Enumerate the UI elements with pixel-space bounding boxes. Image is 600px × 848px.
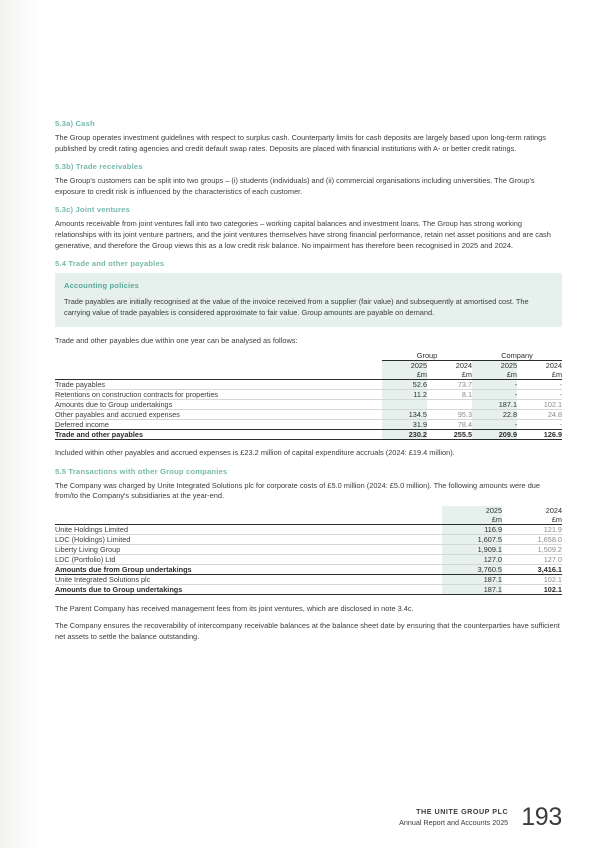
subtotal-label: Amounts due to Group undertakings	[55, 584, 442, 594]
row-label: Unite Integrated Solutions plc	[55, 574, 442, 584]
spacer-cell	[55, 360, 382, 370]
table-row	[55, 399, 562, 409]
row-value-company-2025: 22.8	[472, 409, 517, 419]
row-label: Trade payables	[55, 379, 382, 389]
table-group-companies-body	[55, 524, 562, 594]
row-value-2025: 127.0	[442, 554, 502, 564]
table-total-row	[55, 429, 562, 439]
row-value-2024: 1,658.0	[502, 534, 562, 544]
row-label: LDC (Holdings) Limited	[55, 534, 442, 544]
col-year-2024: 2024	[545, 505, 562, 515]
paragraph-5-5: The Company was charged by Unite Integrated Solutions plc for corporate costs of £5.0 million (2024: £5.0 million). The following amounts were due from/to the Company's subsidiaries at the year-end.	[55, 480, 541, 501]
page-content	[55, 118, 562, 650]
table-group-companies-year-row	[55, 506, 562, 515]
total-value-group-2024: 255.5	[427, 429, 472, 439]
table-row	[55, 409, 562, 419]
col-year-2025: 2025	[442, 506, 502, 515]
row-value-company-2024: 102.1	[517, 399, 562, 409]
row-label: Retentions on construction contracts for properties	[55, 389, 382, 399]
row-value-company-2024: -	[517, 389, 562, 399]
row-value-group-2025	[382, 399, 427, 409]
footer-text-block	[399, 807, 508, 828]
spacer-cell	[55, 506, 442, 515]
row-value-group-2024: 8.1	[427, 389, 472, 399]
row-label: Amounts due to Group undertakings	[55, 399, 382, 409]
row-value-group-2025: 52.6	[382, 379, 427, 389]
total-value-group-2025: 230.2	[382, 429, 427, 439]
accounting-policies-text: Trade payables are initially recognised at the value of the invoice received from a supplier (fair value) and subsequently at amortised cost. The carrying value of trade payables is considered approximate to fair value. Group amounts are payable on demand.	[64, 297, 529, 317]
page-footer	[399, 805, 562, 830]
row-value-2024: 127.0	[502, 554, 562, 564]
table-payables-year-row	[55, 360, 562, 370]
table-row	[55, 389, 562, 399]
table-row	[55, 419, 562, 429]
heading-5-3c: 5.3c) Joint ventures	[55, 205, 130, 215]
col-unit-group-2025: £m	[382, 370, 427, 380]
total-value-company-2024: 126.9	[517, 429, 562, 439]
table-row	[55, 524, 562, 534]
subtotal-value-2025: 187.1	[442, 584, 502, 594]
table-group-companies-wrapper	[55, 506, 562, 595]
footer-report-title: Annual Report and Accounts 2025	[399, 817, 509, 827]
paragraph-5-4-intro: Trade and other payables due within one year can be analysed as follows:	[55, 336, 298, 346]
paragraph-5-3a: The Group operates investment guidelines with respect to surplus cash. Counterparty limits for cash deposits are largely based upon long-term ratings published by credit rating agencies and credit default swap rates. Deposits are placed with financial institutions with A- or better credit ratings.	[55, 133, 546, 153]
row-value-group-2025: 31.9	[382, 419, 427, 429]
table-subtotal-row-due-to	[55, 584, 562, 594]
table-row	[55, 554, 562, 564]
row-value-company-2025: -	[472, 419, 517, 429]
page-number: 193	[521, 803, 562, 831]
row-value-2025: 187.1	[442, 574, 502, 584]
col-unit-company-2025: £m	[472, 370, 517, 380]
row-value-2024: 102.1	[502, 574, 562, 584]
row-value-2024: 1,509.2	[502, 544, 562, 554]
row-value-2025: 1,607.5	[442, 534, 502, 544]
table-subtotal-row-due-from	[55, 564, 562, 574]
subtotal-value-2025: 3,760.5	[442, 564, 502, 574]
heading-5-3a: 5.3a) Cash	[55, 119, 95, 128]
col-year-company-2025: 2025	[472, 360, 517, 370]
table-group-company-balances	[55, 506, 562, 595]
table-payables-wrapper	[55, 351, 562, 440]
table-group-companies-head	[55, 506, 562, 525]
row-value-2025: 116.9	[442, 524, 502, 534]
table-payables-body	[55, 379, 562, 439]
total-value-company-2025: 209.9	[472, 429, 517, 439]
heading-5-4: 5.4 Trade and other payables	[55, 259, 165, 269]
col-unit-group-2024: £m	[427, 370, 472, 380]
table-payables-head	[55, 351, 562, 380]
table-payables-unit-row	[55, 370, 562, 380]
row-value-company-2024: -	[559, 419, 563, 429]
row-value-company-2025: -	[472, 379, 517, 389]
row-value-company-2025: -	[472, 389, 517, 399]
row-label: Liberty Living Group	[55, 544, 442, 554]
col-unit-2025: £m	[442, 515, 502, 525]
row-value-group-2024: 73.7	[427, 379, 472, 389]
total-label: Trade and other payables	[55, 429, 382, 439]
row-value-company-2025: 187.1	[472, 399, 517, 409]
table-row	[55, 379, 562, 389]
subtotal-value-2024: 3,416.1	[502, 564, 562, 574]
row-label: Unite Holdings Limited	[55, 524, 442, 534]
page-spine-shadow	[0, 0, 46, 848]
row-value-group-2024: 78.4	[457, 419, 473, 429]
spacer-cell	[55, 351, 382, 361]
row-value-company-2024: 24.8	[517, 409, 562, 419]
subtotal-value-2024: 102.1	[502, 584, 562, 594]
accounting-policies-title: Accounting policies	[64, 281, 139, 291]
row-value-group-2025: 11.2	[382, 389, 427, 399]
paragraph-5-4-footnote: Included within other payables and accrued expenses is £23.2 million of capital expenditure accruals (2024: £19.4 million).	[55, 447, 455, 457]
spacer-cell	[55, 370, 382, 380]
row-label: LDC (Portfolio) Ltd	[55, 554, 442, 564]
row-value-company-2024: -	[517, 379, 562, 389]
row-value-group-2024	[427, 399, 472, 409]
paragraph-5-3b: The Group's customers can be split into two groups – (i) students (individuals) and (ii) commercial organisations including universities. The Group's exposure to credit risk is influenced by the characteristics of each customer.	[55, 176, 535, 196]
footer-company-name: THE UNITE GROUP PLC	[416, 807, 509, 816]
row-value-group-2024: 95.3	[427, 409, 472, 419]
table-row	[55, 534, 562, 544]
paragraph-5-5-closing-1: The Parent Company has received management fees from its joint ventures, which are disclosed in note 3.4c.	[55, 603, 414, 613]
col-unit-2024: £m	[502, 515, 562, 525]
paragraph-5-5-closing-2: The Company ensures the recoverability of intercompany receivable balances at the balance sheet date by ensuring that the counterparties have sufficient net assets to settle the balance outstanding.	[55, 621, 560, 641]
table-row	[55, 574, 562, 584]
col-year-group-2025: 2025	[382, 360, 427, 370]
table-payables-group-row	[55, 351, 562, 361]
col-group-header-company: Company	[472, 351, 562, 361]
col-unit-company-2024: £m	[517, 370, 562, 380]
subtotal-label: Amounts due from Group undertakings	[55, 564, 442, 574]
row-value-group-2025: 134.5	[382, 409, 427, 419]
row-value-2025: 1,909.1	[442, 544, 502, 554]
heading-5-5: 5.5 Transactions with other Group companies	[55, 466, 228, 476]
row-label: Other payables and accrued expenses	[55, 409, 382, 419]
col-group-header-group: Group	[382, 351, 472, 361]
col-year-company-2024: 2024	[545, 360, 563, 370]
accounting-policies-callout	[55, 273, 562, 327]
table-trade-and-other-payables	[55, 351, 562, 440]
table-group-companies-unit-row	[55, 515, 562, 525]
spacer-cell	[55, 515, 442, 525]
paragraph-5-3c: Amounts receivable from joint ventures fall into two categories – working capital balances and investment loans. The Group has strong working relationships with its joint venture partners, and the joint ventures themselves have strong financial performance, retain net asset positions and are cash generative, and therefore the Group views this as a low credit risk balance. No impairment has therefore been recognised in 2025 and 2024.	[55, 219, 551, 250]
col-year-group-2024: 2024	[455, 360, 473, 370]
row-value-2024: 121.9	[502, 524, 562, 534]
row-label: Deferred income	[55, 419, 109, 429]
heading-5-3b: 5.3b) Trade receivables	[55, 162, 143, 172]
table-row	[55, 544, 562, 554]
